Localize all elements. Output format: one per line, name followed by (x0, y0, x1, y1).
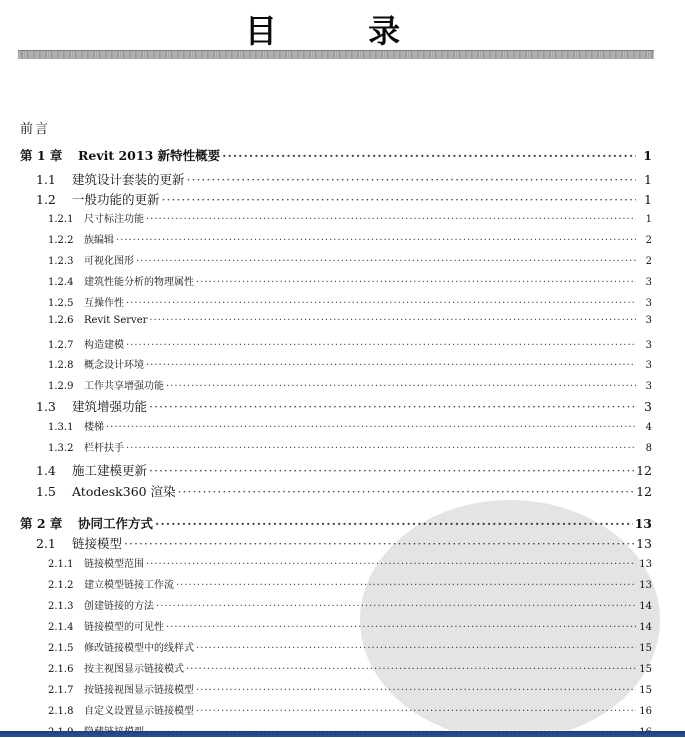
toc-entry-number: 1.2.5 (48, 298, 74, 309)
toc-entry-page: 3 (645, 340, 652, 351)
toc-entry-number: 2.1 (36, 536, 56, 551)
toc-entry-title: 建筑增强功能 (72, 399, 148, 414)
toc-entry (48, 681, 652, 696)
toc-entry-page: 13 (639, 559, 652, 570)
toc-entry (48, 356, 652, 371)
toc-entry-number: 1.1 (36, 172, 56, 187)
toc-leader-dots (126, 340, 636, 351)
toc-entry (36, 461, 652, 479)
toc-entry-title: 建筑性能分析的物理属性 (84, 277, 194, 288)
toc-entry (48, 294, 652, 309)
toc-entry (20, 514, 652, 532)
toc-leader-dots (196, 277, 636, 288)
toc-entry (48, 418, 652, 433)
toc-entry-page: 2 (645, 235, 652, 246)
toc-leader-dots (166, 622, 636, 633)
toc-entry (48, 252, 652, 267)
toc-entry-title: 族编辑 (84, 235, 114, 246)
toc-leader-dots (126, 298, 636, 309)
toc-entry-page: 2 (645, 256, 652, 267)
toc-entry (48, 660, 652, 675)
toc-entry-title: 尺寸标注功能 (84, 214, 144, 225)
toc-entry-page: 13 (639, 580, 652, 591)
toc-entry-page: 1 (644, 192, 652, 207)
toc-entry-title: 创建链接的方法 (84, 601, 154, 612)
toc-leader-dots (146, 559, 636, 570)
toc-entry (48, 639, 652, 654)
toc-entry-title: 可视化图形 (84, 256, 134, 267)
toc-entry-number: 2.1.5 (48, 643, 74, 654)
toc-entry-number: 2.1.4 (48, 622, 74, 633)
toc-entry-page: 3 (645, 298, 652, 309)
toc-entry-number: 1.2.8 (48, 360, 74, 371)
toc-entry-page: 15 (639, 685, 652, 696)
toc-entry-number: 1.2.2 (48, 235, 74, 246)
toc-entry (48, 555, 652, 570)
toc-entry (48, 597, 652, 612)
toc-entry-number: 2.1.3 (48, 601, 74, 612)
toc-entry-title: 链接模型的可见性 (84, 622, 164, 633)
toc-entry-title: 链接模型 (72, 536, 123, 551)
toc-entry-title: 工作共享增强功能 (84, 381, 164, 392)
toc-entry (48, 273, 652, 288)
toc-entry-number: 2.1.1 (48, 559, 74, 570)
toc-entry (36, 534, 652, 552)
toc-entry-number: 1.2.7 (48, 340, 74, 351)
toc-entry-title: 楼梯 (84, 422, 104, 433)
toc-leader-dots (126, 443, 636, 454)
toc-entry-title: 建筑设计套装的更新 (72, 172, 185, 187)
toc-leader-dots (196, 706, 636, 717)
toc-entry-page: 13 (636, 536, 652, 551)
toc-entry-title: 自定义设置显示链接模型 (84, 706, 194, 717)
toc-entry-number: 2.1.7 (48, 685, 74, 696)
toc-entry-number: 1.5 (36, 484, 56, 499)
toc-entry-number: 1.3.1 (48, 422, 74, 433)
toc-leader-dots (149, 399, 636, 414)
toc-entry (48, 336, 652, 351)
toc-entry-number: 1.3.2 (48, 443, 74, 454)
toc-leader-dots (146, 214, 636, 225)
toc-leader-dots (187, 172, 636, 187)
toc-entry-number: 1.2 (36, 192, 56, 207)
toc-entry (36, 170, 652, 188)
toc-entry-title: 一般功能的更新 (72, 192, 160, 207)
toc-leader-dots (176, 580, 636, 591)
toc-leader-dots (124, 536, 634, 551)
toc-entry-page: 1 (645, 214, 652, 225)
toc-entry-title: 按链接视图显示链接模型 (84, 685, 194, 696)
toc-leader-dots (196, 685, 636, 696)
toc-entry-title: 建立模型链接工作流 (84, 580, 174, 591)
toc-entry-number: 2.1.2 (48, 580, 74, 591)
toc-entry-page: 3 (644, 399, 652, 414)
toc-entry-title: 施工建模更新 (72, 463, 148, 478)
toc-entry-page: 12 (636, 463, 652, 478)
toc-entry-title: Revit 2013 新特性概要 (78, 148, 221, 163)
toc-leader-dots (149, 463, 634, 478)
toc-entry-number: 1.3 (36, 399, 56, 414)
toc-entry-number: 1.2.6 (48, 315, 74, 326)
toc-leader-dots (178, 484, 635, 499)
toc-entry-number: 2.1.8 (48, 706, 74, 717)
toc-entry-page: 15 (639, 664, 652, 675)
toc-entry-page: 3 (645, 381, 652, 392)
toc-entry (48, 315, 652, 326)
toc-entry (48, 618, 652, 633)
toc-entry-number: 第 1 章 (20, 148, 63, 163)
toc-leader-dots (186, 664, 636, 675)
toc-entry-page: 14 (639, 622, 652, 633)
toc-entry-page: 3 (645, 315, 652, 326)
toc-entry (48, 576, 652, 591)
toc-leader-dots (155, 516, 633, 531)
toc-entry-number: 1.2.9 (48, 381, 74, 392)
toc-entry-page: 16 (639, 706, 652, 717)
toc-entry-number: 1.2.3 (48, 256, 74, 267)
toc-leader-dots (222, 148, 636, 163)
bottom-bar (0, 731, 685, 737)
toc-entry-page: 1 (643, 148, 652, 163)
toc-entry-title: 互操作性 (84, 298, 124, 309)
toc-leader-dots (106, 422, 636, 433)
toc-entry-number: 第 2 章 (20, 516, 63, 531)
toc-entry-page: 8 (645, 443, 652, 454)
toc-entry-number: 1.2.4 (48, 277, 74, 288)
toc-entry-title: 概念设计环境 (84, 360, 144, 371)
toc-leader-dots (156, 601, 636, 612)
toc-entry-page: 3 (645, 360, 652, 371)
toc-entry (36, 482, 652, 500)
toc-entry-number: 1.4 (36, 463, 56, 478)
toc-leader-dots (116, 235, 636, 246)
toc-entry-page: 3 (645, 277, 652, 288)
toc-entry-page: 14 (639, 601, 652, 612)
toc-leader-dots (136, 256, 636, 267)
toc-entry (36, 190, 652, 208)
toc-entry-page: 13 (634, 516, 652, 531)
toc-entry (48, 231, 652, 246)
preface-label: 前言 (20, 122, 51, 137)
toc-leader-dots (162, 192, 636, 207)
toc-entry-page: 12 (636, 484, 652, 499)
toc-entry-title: 栏杆扶手 (84, 443, 124, 454)
toc-leader-dots (149, 315, 636, 326)
toc-entry-title: 协同工作方式 (78, 516, 154, 531)
toc-leader-dots (166, 381, 636, 392)
toc-entry-number: 1.2.1 (48, 214, 74, 225)
toc-entry-number: 2.1.6 (48, 664, 74, 675)
toc-entry-title: 构造建模 (84, 340, 124, 351)
toc-entry-page: 4 (645, 422, 652, 433)
toc-entry-title: 链接模型范围 (84, 559, 144, 570)
toc-entry (48, 702, 652, 717)
toc-entry-title: Atodesk360 渲染 (72, 484, 176, 499)
page-title: 目 录 (244, 12, 441, 50)
toc-leader-dots (146, 360, 636, 371)
toc-entry (48, 210, 652, 225)
toc-entry-page: 15 (639, 643, 652, 654)
toc-entry-title: 按主视图显示链接模式 (84, 664, 184, 675)
toc-entry (48, 377, 652, 392)
toc-entry (48, 439, 652, 454)
toc-entry-title: Revit Server (84, 315, 148, 326)
toc-leader-dots (196, 643, 636, 654)
toc-entry-title: 修改链接模型中的线样式 (84, 643, 194, 654)
toc-entry (20, 146, 652, 164)
toc-entry (36, 397, 652, 415)
toc-entry-page: 1 (644, 172, 652, 187)
